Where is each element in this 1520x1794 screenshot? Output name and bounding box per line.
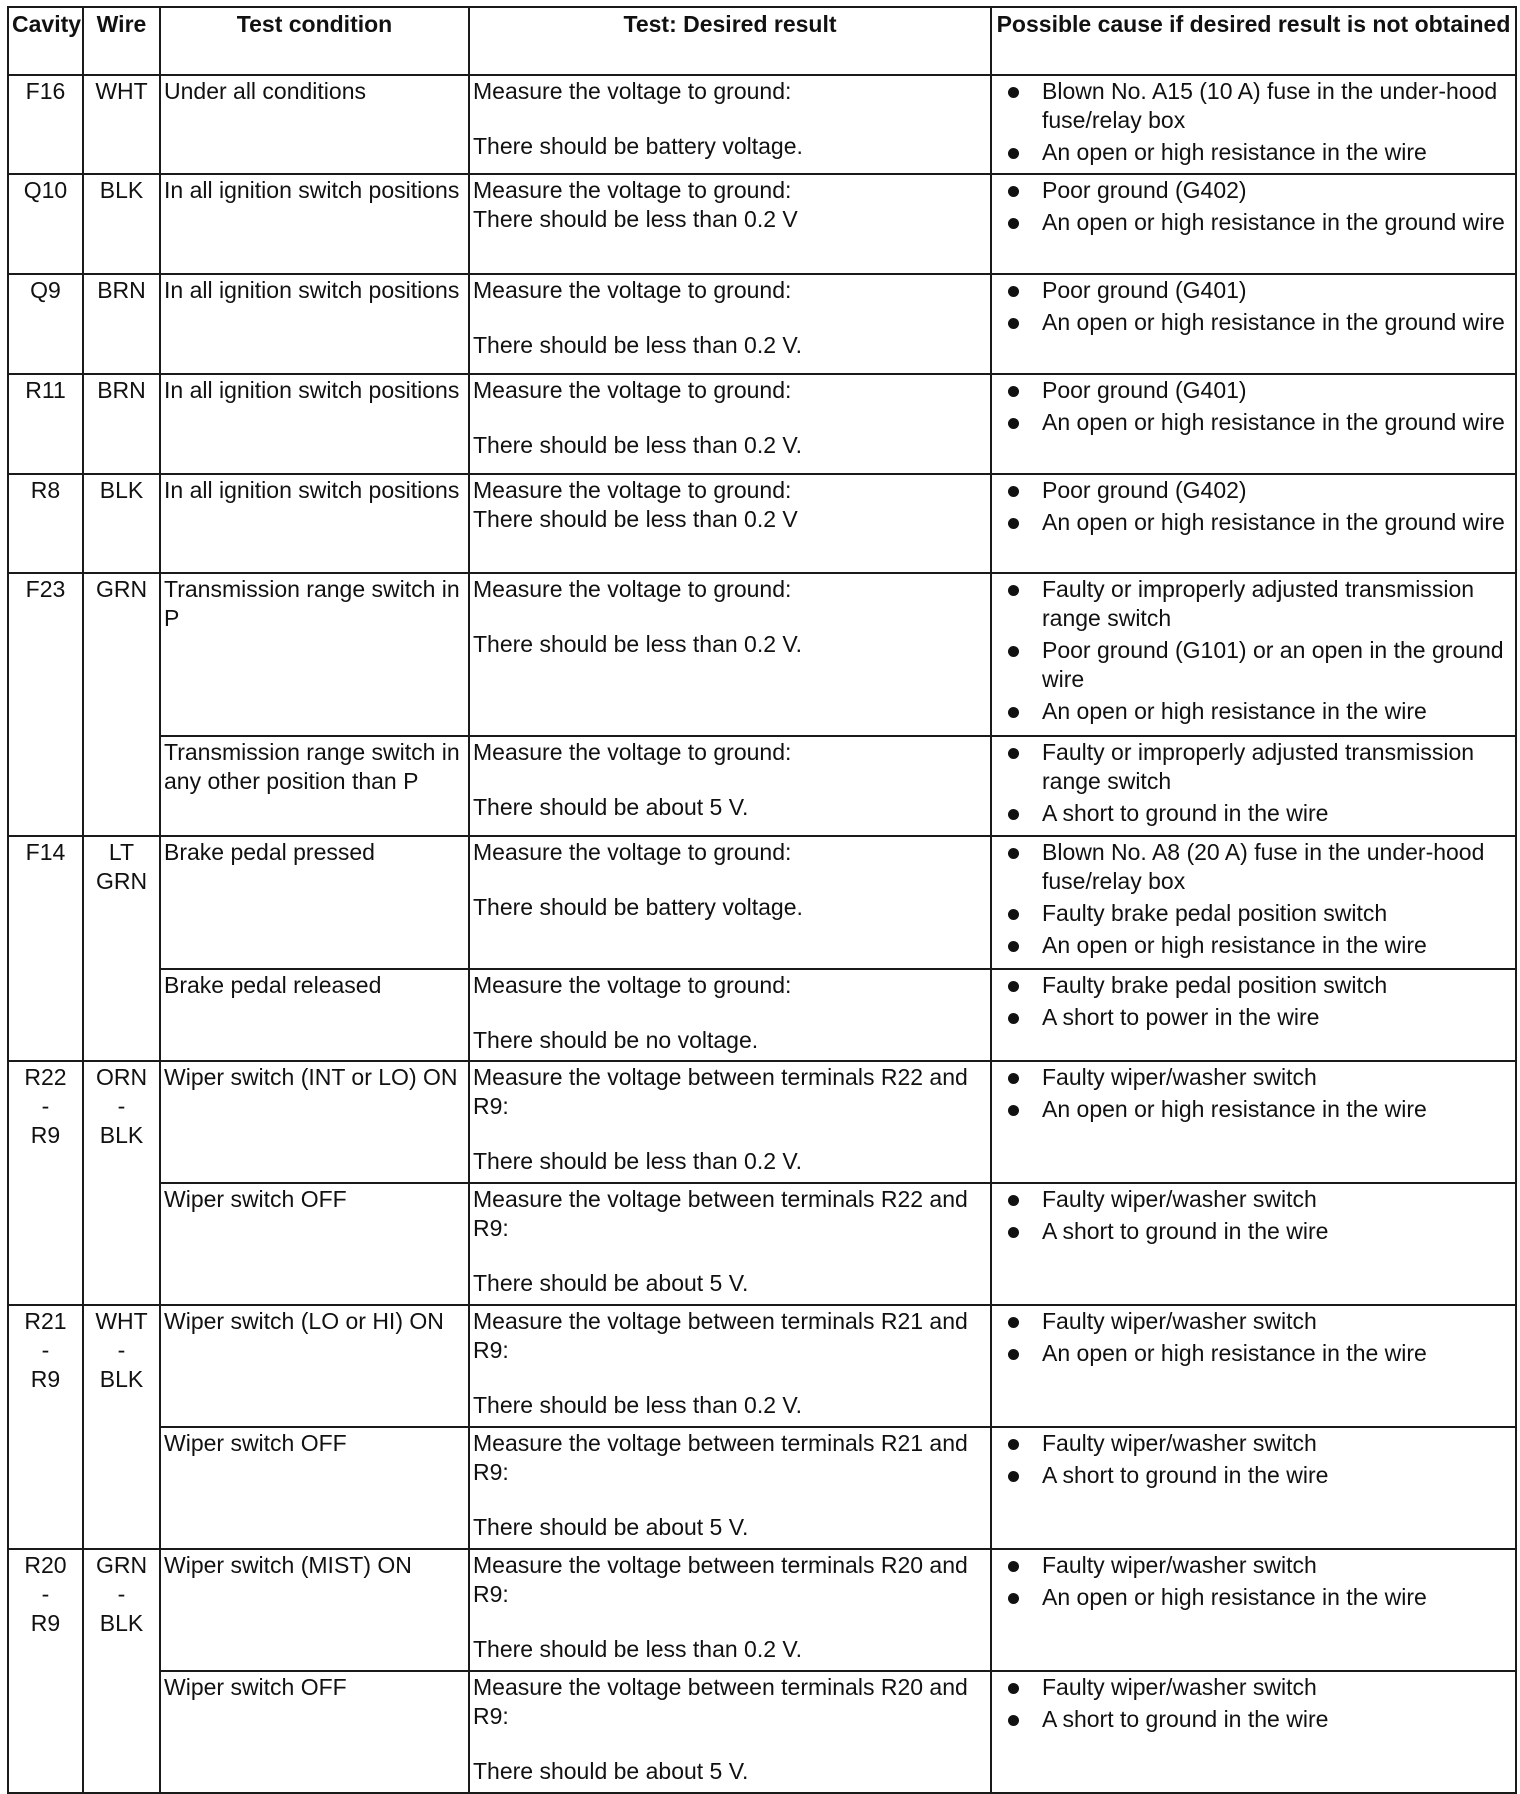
wire-label: - (117, 1337, 126, 1363)
cause-item: A short to ground in the wire (995, 799, 1512, 828)
desired-result-cell (469, 75, 991, 174)
cavity-cell (8, 374, 83, 474)
test-condition-cell: Wiper switch OFF (160, 1427, 469, 1549)
desired-result-cell (469, 1183, 991, 1305)
test-condition-cell: Wiper switch (INT or LO) ON (160, 1061, 469, 1183)
test-condition-cell: Wiper switch OFF (160, 1183, 469, 1305)
cavity-cell (8, 836, 83, 1061)
possible-cause-cell (991, 1427, 1516, 1549)
table-row (8, 969, 1516, 1061)
test-condition-cell: In all ignition switch positions (160, 174, 469, 274)
cause-item: Poor ground (G402) (995, 176, 1512, 205)
result-expectation: There should be less than 0.2 V. (473, 332, 803, 358)
desired-result-cell (469, 736, 991, 836)
wire-label: BLK (99, 477, 144, 503)
wire-cell (83, 75, 160, 174)
cavity-cell (8, 174, 83, 274)
test-condition-cell: Wiper switch (MIST) ON (160, 1549, 469, 1671)
table-row (8, 1061, 1516, 1183)
possible-cause-cell (991, 573, 1516, 736)
desired-result-cell (469, 1305, 991, 1427)
possible-cause-cell (991, 1549, 1516, 1671)
result-expectation: There should be about 5 V. (473, 1758, 749, 1784)
wire-cell (83, 1305, 160, 1549)
cavity-label: R20 (24, 1552, 67, 1578)
result-expectation: There should be less than 0.2 V. (473, 1392, 803, 1418)
result-instruction: Measure the voltage between terminals R20 and R9: (473, 1674, 968, 1729)
header-wire: Wire (83, 7, 160, 75)
cavity-cell (8, 1061, 83, 1305)
desired-result-cell (469, 374, 991, 474)
desired-result-cell (469, 1061, 991, 1183)
cause-item: Faulty brake pedal position switch (995, 971, 1512, 1000)
result-instruction: Measure the voltage between terminals R22 and R9: (473, 1064, 968, 1119)
cavity-label: - (41, 1093, 50, 1119)
cause-item: Faulty wiper/washer switch (995, 1551, 1512, 1580)
cavity-cell (8, 75, 83, 174)
cavity-label: Q9 (30, 277, 61, 303)
wire-cell (83, 474, 160, 573)
cavity-cell (8, 274, 83, 374)
cause-item: Poor ground (G101) or an open in the ground wire (995, 636, 1512, 694)
cause-item: Blown No. A15 (10 A) fuse in the under-hood fuse/relay box (995, 77, 1512, 135)
table-row (8, 1671, 1516, 1793)
cavity-label: R9 (30, 1366, 61, 1392)
cavity-label: F23 (25, 576, 66, 602)
header-test-condition: Test condition (160, 7, 469, 75)
desired-result-cell (469, 836, 991, 969)
cause-item: Faulty wiper/washer switch (995, 1063, 1512, 1092)
wire-label: BRN (97, 277, 146, 303)
test-condition-cell: In all ignition switch positions (160, 374, 469, 474)
cavity-label: R9 (30, 1122, 61, 1148)
possible-cause-cell (991, 1671, 1516, 1793)
result-expectation: There should be about 5 V. (473, 1270, 749, 1296)
wire-cell (83, 274, 160, 374)
cause-item: A short to ground in the wire (995, 1705, 1512, 1734)
wire-cell (83, 1549, 160, 1793)
cavity-cell (8, 573, 83, 836)
table-row (8, 1427, 1516, 1549)
result-expectation: There should be less than 0.2 V. (473, 1148, 803, 1174)
test-condition-cell: In all ignition switch positions (160, 274, 469, 374)
cause-item: Faulty wiper/washer switch (995, 1429, 1512, 1458)
table-row (8, 573, 1516, 736)
possible-cause-cell (991, 969, 1516, 1061)
cause-item: Faulty or improperly adjusted transmission range switch (995, 738, 1512, 796)
possible-cause-cell (991, 1305, 1516, 1427)
cause-item: An open or high resistance in the wire (995, 1583, 1512, 1612)
header-possible-cause: Possible cause if desired result is not obtained (991, 7, 1516, 75)
cause-item: Faulty or improperly adjusted transmission range switch (995, 575, 1512, 633)
cause-item: An open or high resistance in the ground wire (995, 508, 1512, 537)
cause-item: An open or high resistance in the wire (995, 1339, 1512, 1368)
table-row (8, 1305, 1516, 1427)
cause-item: Faulty wiper/washer switch (995, 1673, 1512, 1702)
table-row (8, 374, 1516, 474)
desired-result-cell (469, 274, 991, 374)
result-instruction: Measure the voltage to ground: (473, 477, 792, 503)
wire-cell (83, 174, 160, 274)
cause-item: Faulty brake pedal position switch (995, 899, 1512, 928)
result-expectation: There should be about 5 V. (473, 794, 749, 820)
desired-result-cell (469, 1549, 991, 1671)
result-instruction: Measure the voltage to ground: (473, 78, 792, 104)
test-condition-cell: Transmission range switch in any other position than P (160, 736, 469, 836)
result-expectation: There should be less than 0.2 V. (473, 432, 803, 458)
cavity-label: F16 (25, 78, 66, 104)
cavity-cell (8, 1305, 83, 1549)
desired-result-cell (469, 174, 991, 274)
table-row (8, 1549, 1516, 1671)
result-expectation: There should be about 5 V. (473, 1514, 749, 1540)
test-condition-cell: Transmission range switch in P (160, 573, 469, 736)
cavity-label: R22 (24, 1064, 67, 1090)
result-instruction: Measure the voltage to ground: (473, 177, 792, 203)
possible-cause-cell (991, 1061, 1516, 1183)
result-instruction: Measure the voltage to ground: (473, 576, 792, 602)
table-row (8, 174, 1516, 274)
possible-cause-cell (991, 836, 1516, 969)
possible-cause-cell (991, 374, 1516, 474)
table-header-row (8, 7, 1516, 75)
wire-label: - (117, 1093, 126, 1119)
wire-cell (83, 374, 160, 474)
cavity-cell (8, 1549, 83, 1793)
cavity-label: Q10 (23, 177, 68, 203)
result-expectation: There should be less than 0.2 V. (473, 631, 803, 657)
desired-result-cell (469, 1671, 991, 1793)
table-row (8, 836, 1516, 969)
possible-cause-cell (991, 474, 1516, 573)
wire-label: BLK (99, 1122, 144, 1148)
cause-item: An open or high resistance in the ground wire (995, 308, 1512, 337)
test-condition-cell: Brake pedal pressed (160, 836, 469, 969)
cause-item: An open or high resistance in the wire (995, 931, 1512, 960)
cause-item: A short to ground in the wire (995, 1461, 1512, 1490)
wire-label: BLK (99, 1610, 144, 1636)
possible-cause-cell (991, 174, 1516, 274)
cause-item: Blown No. A8 (20 A) fuse in the under-hood fuse/relay box (995, 838, 1512, 896)
result-expectation: There should be battery voltage. (473, 894, 803, 920)
test-condition-cell: Wiper switch OFF (160, 1671, 469, 1793)
cause-item: Faulty wiper/washer switch (995, 1307, 1512, 1336)
cause-item: An open or high resistance in the wire (995, 697, 1512, 726)
cause-item: Faulty wiper/washer switch (995, 1185, 1512, 1214)
wire-label: BLK (99, 1366, 144, 1392)
result-expectation: There should be less than 0.2 V (473, 206, 798, 232)
desired-result-cell (469, 969, 991, 1061)
cause-item: An open or high resistance in the ground wire (995, 208, 1512, 237)
test-condition-cell: Brake pedal released (160, 969, 469, 1061)
wire-cell (83, 573, 160, 836)
wire-label: LT (108, 839, 135, 865)
cause-item: An open or high resistance in the ground wire (995, 408, 1512, 437)
result-instruction: Measure the voltage between terminals R22 and R9: (473, 1186, 968, 1241)
cavity-label: R11 (25, 377, 66, 403)
wire-label: ORN (95, 1064, 148, 1090)
header-desired-result: Test: Desired result (469, 7, 991, 75)
wire-label: WHT (95, 78, 148, 104)
result-instruction: Measure the voltage to ground: (473, 739, 792, 765)
table-row (8, 274, 1516, 374)
result-expectation: There should be battery voltage. (473, 133, 803, 159)
wire-label: GRN (95, 576, 148, 602)
cavity-label: R8 (30, 477, 61, 503)
wire-label: - (117, 1581, 126, 1607)
test-condition-cell: Wiper switch (LO or HI) ON (160, 1305, 469, 1427)
cavity-label: - (41, 1337, 50, 1363)
cause-item: Poor ground (G401) (995, 276, 1512, 305)
cause-item: A short to ground in the wire (995, 1217, 1512, 1246)
cavity-cell (8, 474, 83, 573)
desired-result-cell (469, 573, 991, 736)
wire-label: WHT (95, 1308, 148, 1334)
cause-item: Poor ground (G401) (995, 376, 1512, 405)
result-instruction: Measure the voltage between terminals R20 and R9: (473, 1552, 968, 1607)
wire-label: BLK (99, 177, 144, 203)
wire-label: BRN (97, 377, 146, 403)
wire-label: GRN (95, 1552, 148, 1578)
result-instruction: Measure the voltage to ground: (473, 377, 792, 403)
cause-item: Poor ground (G402) (995, 476, 1512, 505)
connector-test-table (7, 6, 1517, 1794)
header-cavity: Cavity (8, 7, 83, 75)
cavity-label: - (41, 1581, 50, 1607)
test-condition-cell: In all ignition switch positions (160, 474, 469, 573)
wire-cell (83, 836, 160, 1061)
table-row (8, 1183, 1516, 1305)
test-condition-cell: Under all conditions (160, 75, 469, 174)
desired-result-cell (469, 1427, 991, 1549)
result-instruction: Measure the voltage to ground: (473, 277, 792, 303)
result-instruction: Measure the voltage between terminals R21 and R9: (473, 1308, 968, 1363)
cavity-label: R9 (30, 1610, 61, 1636)
result-instruction: Measure the voltage between terminals R21 and R9: (473, 1430, 968, 1485)
result-expectation: There should be no voltage. (473, 1027, 759, 1053)
cause-item: An open or high resistance in the wire (995, 1095, 1512, 1124)
wire-cell (83, 1061, 160, 1305)
possible-cause-cell (991, 274, 1516, 374)
table-row (8, 75, 1516, 174)
wire-label: GRN (95, 868, 148, 894)
table-row (8, 736, 1516, 836)
possible-cause-cell (991, 75, 1516, 174)
cavity-label: F14 (25, 839, 66, 865)
desired-result-cell (469, 474, 991, 573)
result-expectation: There should be less than 0.2 V. (473, 1636, 803, 1662)
result-expectation: There should be less than 0.2 V (473, 506, 798, 532)
cavity-label: R21 (24, 1308, 67, 1334)
possible-cause-cell (991, 1183, 1516, 1305)
result-instruction: Measure the voltage to ground: (473, 972, 792, 998)
cause-item: An open or high resistance in the wire (995, 138, 1512, 167)
cause-item: A short to power in the wire (995, 1003, 1512, 1032)
table-row (8, 474, 1516, 573)
result-instruction: Measure the voltage to ground: (473, 839, 792, 865)
possible-cause-cell (991, 736, 1516, 836)
